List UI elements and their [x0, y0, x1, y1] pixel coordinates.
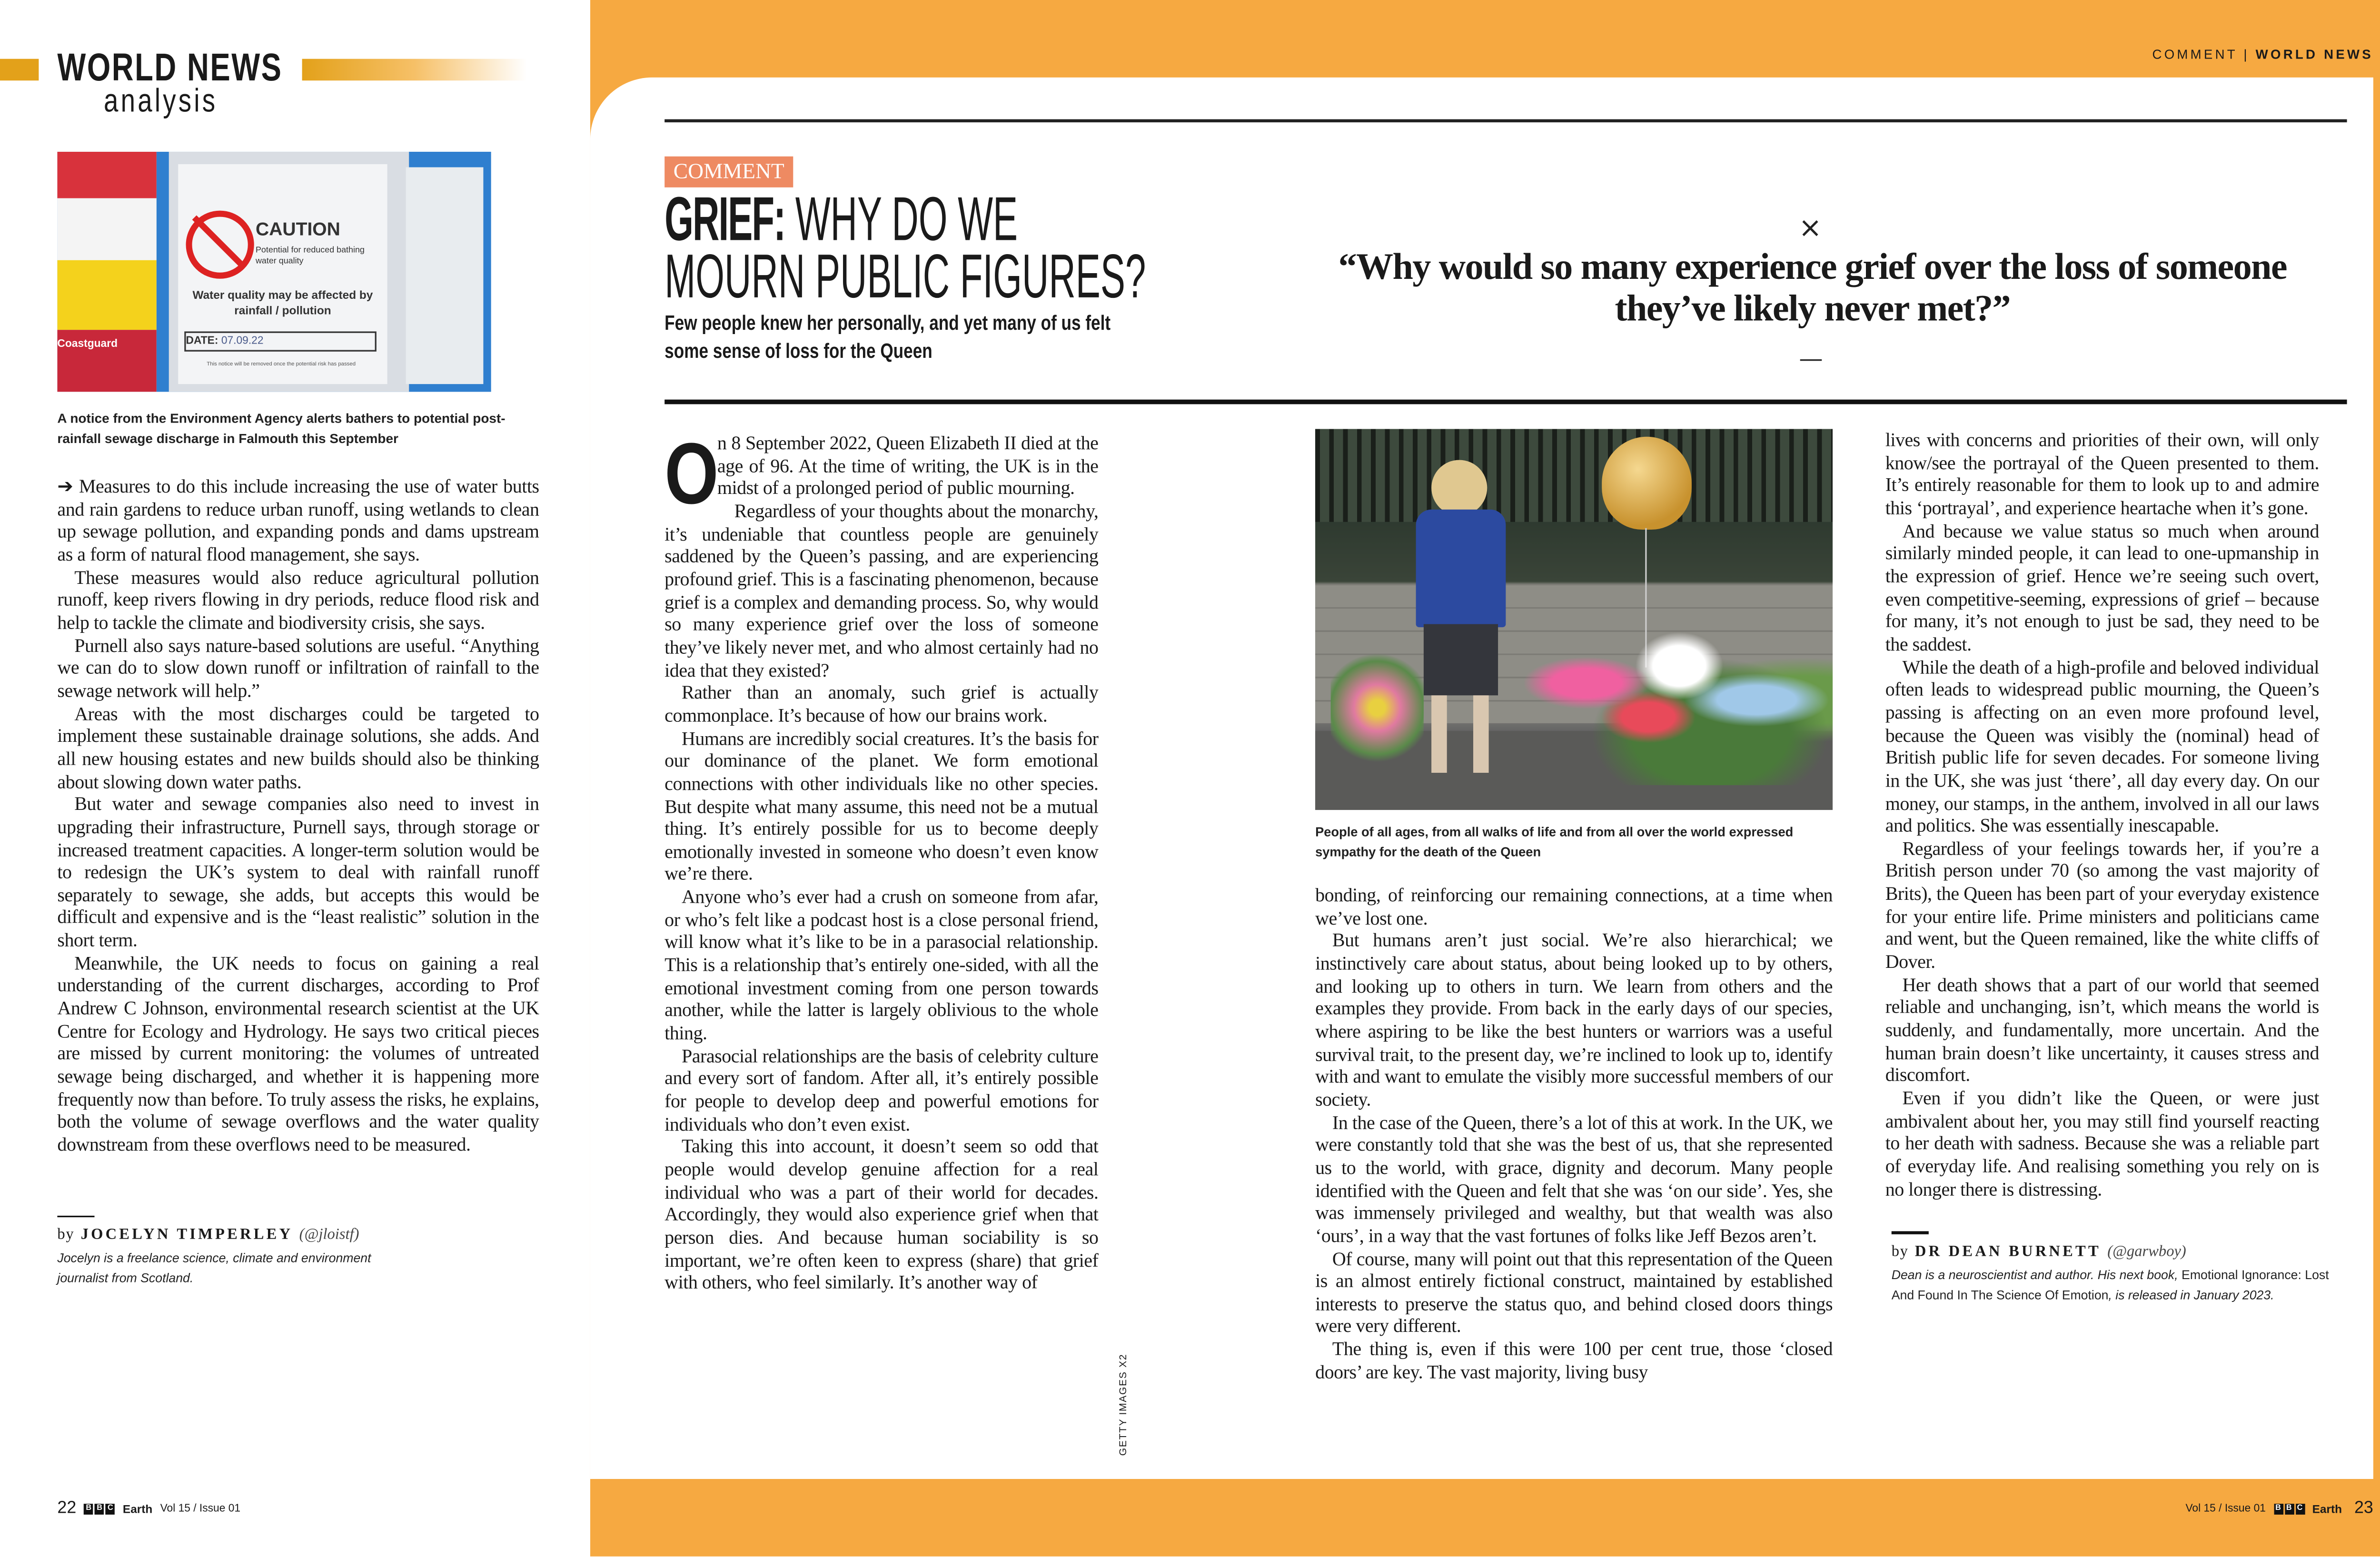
- running-head: [2152, 47, 2373, 62]
- left-footer: [57, 1499, 240, 1518]
- paragraph: Anyone who’s ever had a crush on someone from afar, or who’s felt like a podcast host is a close personal friend, will know what it’s like to be in a parasocial relationship. This is a relationship that’s entirely one-sided, with all the emotional investment coming from one person towards another, while the latter is largely oblivious to the whole thing.: [664, 886, 1099, 1044]
- sign-heading: CAUTION: [255, 218, 340, 240]
- running-head-section: COMMENT: [2152, 46, 2238, 62]
- author-handle[interactable]: (@jloistf): [299, 1227, 359, 1244]
- paragraph: Parasocial relationships are the basis of celebrity culture and every sort of fandom. After all, it’s entirely possible for people to develop deep and powerful emotions for individuals who don’t even exist.: [664, 1045, 1099, 1135]
- article-column-3: [1885, 429, 2319, 1201]
- article-column-3-flow: [1885, 429, 2329, 1305]
- flower-tributes: [1524, 615, 1833, 785]
- right-footer: [2185, 1499, 2373, 1518]
- left-article-body: [57, 475, 539, 1156]
- gold-balloon: [1602, 437, 1692, 530]
- byline-by: by: [1891, 1243, 1909, 1261]
- photo-credit: GETTY IMAGES X2: [1118, 1353, 1130, 1456]
- flowers: [1331, 646, 1424, 769]
- left-article: [57, 475, 539, 1289]
- sign-main: Water quality may be affected by rainfall / pollution: [192, 288, 373, 318]
- paragraph: Even if you didn’t like the Queen, or were just ambivalent about her, you may still find yourself reacting to her death with sadness. Because she was a reliable part of everyday life. And realising something you rely on is no longer there is distressing.: [1885, 1087, 2319, 1200]
- author-name: JOCELYN TIMPERLEY: [80, 1227, 293, 1244]
- photo-caption: A notice from the Environment Agency alerts bathers to potential post-rainfall sewage discharge in Falmouth this September: [57, 410, 506, 445]
- paragraph: n 8 September 2022, Queen Elizabeth II died at the age of 96. At the time of writing, the UK is in the midst of a prolonged period of public mourning.: [717, 432, 1099, 499]
- headline-line2: MOURN PUBLIC FIGURES?: [664, 243, 1146, 312]
- section-subtitle: analysis: [104, 83, 218, 119]
- paragraph: Regardless of your thoughts about the monarchy, it’s undeniable that countless people are genuinely saddened by the Queen’s passing, and are experiencing profound grief. This is a fascinating phenomenon, because grief is a complex and demanding process. So, why would so many experience grief over the loss of someone they’ve likely never met, and who almost certainly had no idea that they existed?: [664, 500, 1099, 681]
- paragraph: But humans aren’t just social. We’re also hierarchical; we instinctively care about status, about being looked up to by others, and looking up to others in turn. We learn from others and the examples they provide. From back in the early days of our species, where aspiring to be like the best hunters or warriors was a useful survival trait, to the present day, we’re inclined to look up to, identify with and want to emulate the visibly more successful members of our society.: [1315, 929, 1833, 1111]
- column-1-paragraphs: [664, 424, 1099, 1295]
- author-handle[interactable]: (@garwboy): [2107, 1243, 2186, 1261]
- brand-name: Earth: [2312, 1501, 2342, 1516]
- headline-bold: GRIEF:: [664, 186, 785, 254]
- standfirst: Few people knew her personally, and yet many of us felt some sense of loss for the Queen: [664, 311, 1111, 363]
- headline-line1: WHY DO WE: [795, 186, 1018, 254]
- brand-name: Earth: [122, 1501, 153, 1516]
- book-title: Emotional Ignorance: Lost And Found In The Science Of Emotion: [1891, 1268, 2329, 1302]
- comment-badge: COMMENT: [664, 157, 793, 187]
- paragraph: Meanwhile, the UK needs to focus on gaining a real understanding of the current discharges, according to Prof Andrew C Johnson, environmental research scientist at the UK Centre for Ecology and Hydrology. He says two critical pieces are missed by current monitoring: the volumes of untreated sewage being discharged, and whether it is happening more frequently now than before. To truly assess the risks, he explains, both the volume of sewage overflows and the water quality downstream from these overflows need to be measured.: [57, 952, 539, 1155]
- paragraph: bonding, of reinforcing our remaining connections, at a time when we’ve lost one.: [1315, 884, 1833, 929]
- author-bio: Jocelyn is a freelance science, climate and environment journalist from Scotland.: [57, 1252, 371, 1286]
- byline-rule: [1892, 1232, 1929, 1234]
- bbc-logo: B B C: [2273, 1503, 2304, 1514]
- paragraph: The thing is, even if this were 100 per cent true, those ‘closed doors’ are key. The vast majority, living busy: [1315, 1338, 1833, 1383]
- paragraph: These measures would also reduce agricultural pollution runoff, keep rivers flowing in dry periods, reduce flood risk and help to tackle the climate and biodiversity crisis, she says.: [57, 566, 539, 633]
- header-divider: [664, 400, 2347, 404]
- paragraph: Humans are incredibly social creatures. It’s the basis for our dominance of the planet. We form emotional connections with other individuals like no other species. But despite what many assume, this need not be a mutual thing. It’s entirely possible for us to become deeply emotionally invested in someone who doesn’t even know we’re there.: [664, 727, 1099, 885]
- paragraph: Areas with the most discharges could be targeted to implement these sustainable drainage solutions, she adds. And all new housing estates and new builds should also be thinking about slowing down water paths.: [57, 702, 539, 792]
- section-color-bar: [0, 59, 39, 81]
- pull-quote-dash: [1800, 359, 1822, 361]
- paragraph: And because we value status so much when around similarly minded people, it can lead to one-upmanship in the expression of grief. Hence we’re seeing such overt, even competitive-seeming, expressions of grief – because for many, it’s not enough to just be sad, they need to be the saddest.: [1885, 520, 2319, 655]
- page-number: 22: [57, 1499, 77, 1518]
- article-column-2: [1315, 884, 1833, 1383]
- sign-side-text: Coastguard: [57, 330, 156, 392]
- continued-arrow-icon: ➔: [57, 475, 79, 497]
- running-head-separator: |: [2243, 46, 2250, 62]
- pull-quote: “Why would so many experience grief over the loss of someone they’ve likely never met?”: [1338, 247, 2287, 330]
- sign-footnote: This notice will be removed once the potential risk has passed: [207, 361, 356, 367]
- page-number: 23: [2354, 1499, 2373, 1518]
- bio-text-end: , is released in January 2023.: [2108, 1288, 2274, 1302]
- drop-cap: O: [664, 424, 719, 522]
- author-name: DR DEAN BURNETT: [1914, 1243, 2101, 1261]
- byline: [1892, 1242, 2319, 1261]
- caution-sign-photo: [57, 152, 491, 392]
- close-x-icon: ×: [1798, 212, 1822, 245]
- paragraph: Her death shows that a part of our world that seemed reliable and unchanging, isn’t, which means the world is suddenly, and fundamentally, more uncertain. And the human brain doesn’t like uncertainty, it causes stress and discomfort.: [1885, 974, 2319, 1086]
- paragraph: While the death of a high-profile and beloved individual often leads to widespread public mourning, the Queen’s passing is affecting on an even more profound level, because the Queen was visibly the (nominal) head of British public life for seven decades. For someone living in the UK, she was just ‘there’, all day every day. On our money, our stamps, in the anthem, involved in all our laws and politics. She was essentially inescapable.: [1885, 656, 2319, 837]
- paragraph: Taking this into account, it doesn’t seem so odd that people would develop genuine affection for a real individual who was a part of their world for decades. Accordingly, they would also experience grief when that person dies. And because human sociability is so important, we’re often keen to express (share) that grief with others, who feel similarly. It’s another way of: [664, 1135, 1099, 1294]
- mourning-photo-caption: People of all ages, from all walks of life and from all over the world expressed sympathy for the death of the Queen: [1315, 824, 1794, 859]
- sign-date-value: 07.09.22: [221, 336, 264, 347]
- paragraph: lives with concerns and priorities of their own, will only know/see the portrayal of the Queen presented to them. It’s entirely reasonable for them to look up to and admire this ‘portrayal’, and experience heartache when it’s gone.: [1885, 429, 2319, 519]
- top-rule: [664, 119, 2347, 122]
- bbc-logo: B B C: [84, 1503, 115, 1514]
- paragraph: [57, 475, 539, 566]
- sign-sub: Potential for reduced bathing water quality: [255, 246, 365, 266]
- issue-label: Vol 15 / Issue 01: [2185, 1503, 2266, 1514]
- child-head: [1431, 460, 1487, 516]
- paragraph: Rather than an anomaly, such grief is actually commonplace. It’s because of how our brains work.: [664, 681, 1099, 726]
- bio-text: Dean is a neuroscientist and author. His next book,: [1891, 1268, 2182, 1282]
- sign-date-label: DATE:: [186, 336, 218, 347]
- paragraph: Regardless of your feelings towards her, if you’re a British person under 70 (so among the vast majority of Brits), the Queen has been part of your everyday existence for your entire life. Prime ministers and politicians came and went, but the Queen remained, like the white cliffs of Dover.: [1885, 838, 2319, 973]
- section-title: WORLD NEWS: [57, 46, 283, 90]
- paragraph: Of course, many will point out that this representation of the Queen is an almost entirely fictional construct, maintained by established interests to preserve the status quo, and behind closed doors things were very different.: [1315, 1247, 1833, 1338]
- paragraph-text: Measures to do this include increasing the use of water butts and rain gardens to reduce urban runoff, using wetlands to clean up sewage pollution, and expanding ponds and dams upstream as a form of natural flood management, she says.: [57, 475, 539, 565]
- paragraph: But water and sewage companies also need to invest in upgrading their infrastructure, Purnell says, through storage or increased treatment capacities. A longer-term solution would be to redesign the UK’s system to deal with rainfall runoff separately to sewage, she adds, but accepts this would be difficult and expensive and is the “least realistic” solution in the short term.: [57, 793, 539, 951]
- paragraph: In the case of the Queen, there’s a lot of this at work. In the UK, we were constantly told that she was the best of us, that she represented us to the world, with grace, dignity and decorum. Many people identified with the Queen and felt that she was ‘on our side’. Yes, she was immensely privileged and wealthy, but that wealth was also ‘ours’, in a way that the vast fortunes of folks like Jeff Bezos aren’t.: [1315, 1111, 1833, 1247]
- paragraph: Purnell also says nature-based solutions are useful. “Anything we can do to slow down runoff or infiltration of rainfall to the sewage network will help.”: [57, 634, 539, 701]
- byline-by: by: [57, 1227, 75, 1244]
- running-head-category: WORLD NEWS: [2255, 46, 2373, 62]
- byline: [57, 1225, 539, 1245]
- article-column-1: [664, 424, 1099, 1295]
- column-2-flow: [1315, 822, 1833, 1384]
- child-jumper: [1416, 510, 1506, 627]
- railings: [1315, 429, 1833, 522]
- author-bio: [1892, 1265, 2333, 1305]
- issue-label: Vol 15 / Issue 01: [160, 1503, 241, 1514]
- byline-rule: [57, 1215, 94, 1218]
- mourning-photo: [1315, 429, 1833, 810]
